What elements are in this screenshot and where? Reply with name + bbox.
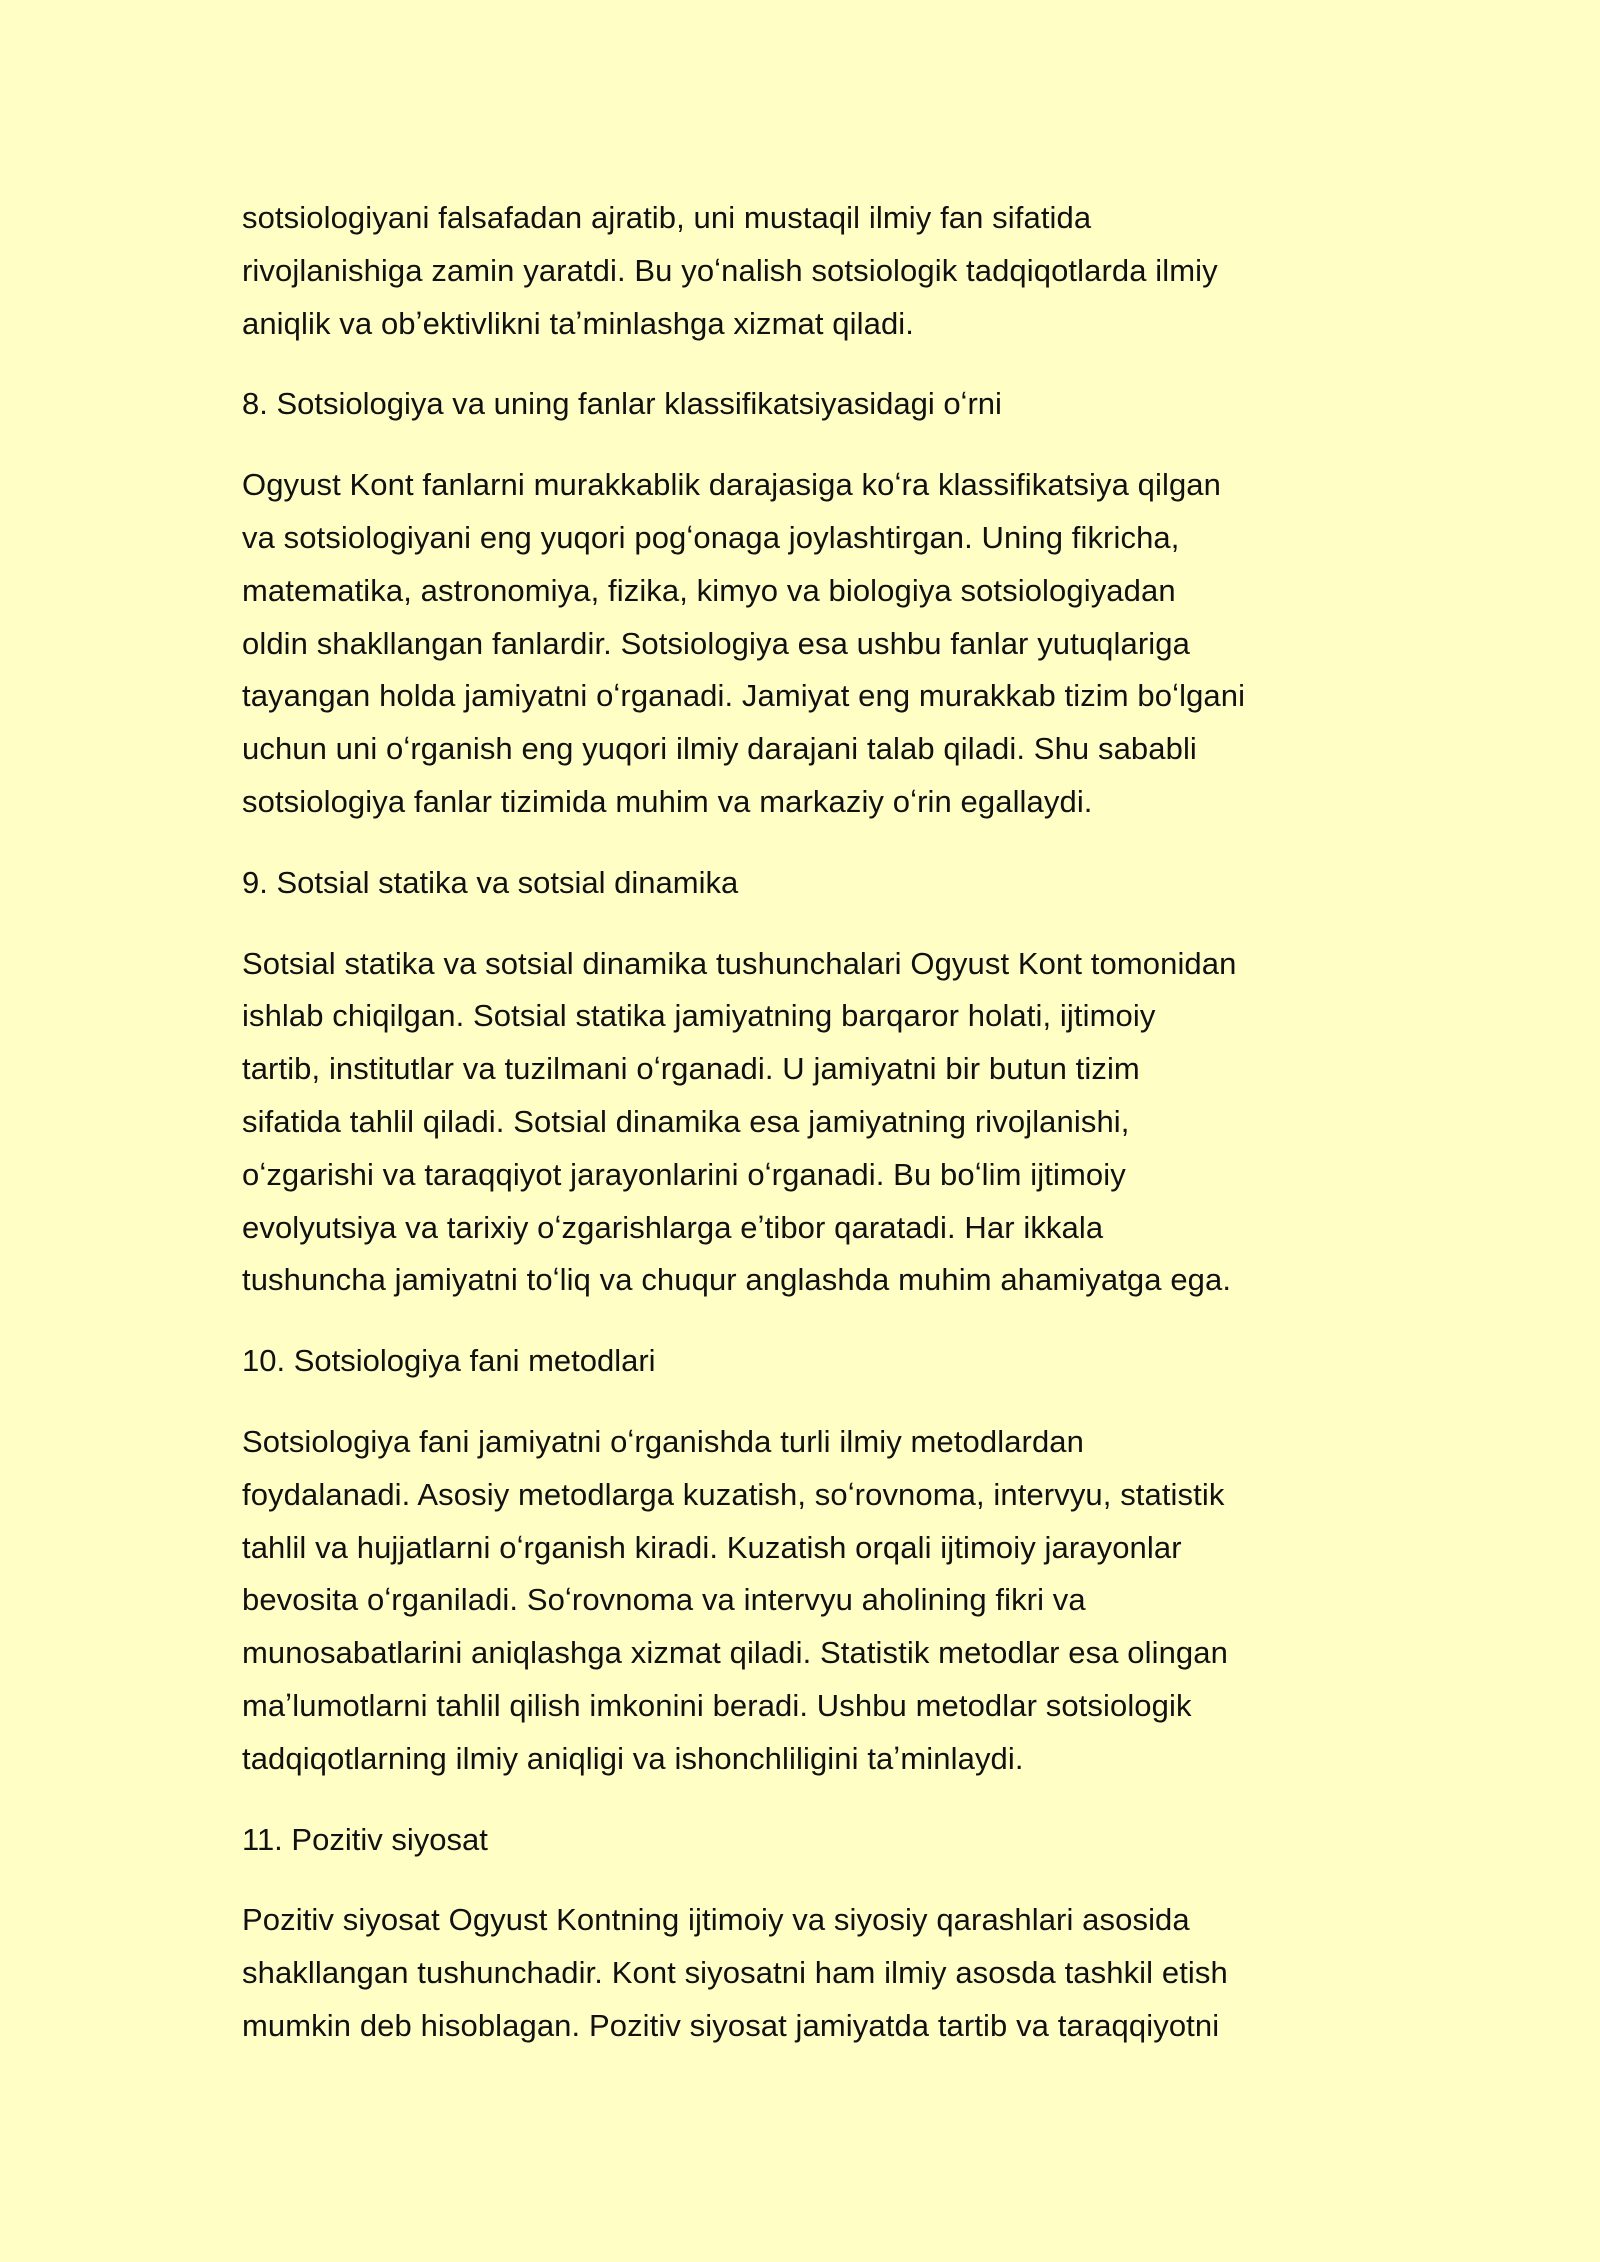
paragraph-line: Pozitiv siyosat Ogyust Kontning ijtimoiy va siyosiy qarashlari asosida	[242, 1902, 1190, 1938]
paragraph-line: rivojlanishiga zamin yaratdi. Bu yoʻnalish sotsiologik tadqiqotlarda ilmiy	[242, 252, 1218, 288]
paragraph-line: maʼlumotlarni tahlil qilish imkonini beradi. Ushbu metodlar sotsiologik	[242, 1687, 1192, 1723]
paragraph-line: bevosita oʻrganiladi. Soʻrovnoma va intervyu aholining fikri va	[242, 1582, 1086, 1618]
paragraph-line: Ogyust Kont fanlarni murakkablik darajasiga koʻra klassifikatsiya qilgan	[242, 467, 1221, 503]
paragraph-line: oldin shakllangan fanlardir. Sotsiologiya esa ushbu fanlar yutuqlariga	[242, 625, 1190, 661]
intro-paragraph	[242, 192, 1362, 350]
paragraph-line: matematika, astronomiya, fizika, kimyo va biologiya sotsiologiyadan	[242, 572, 1176, 608]
section-8-paragraph	[242, 459, 1362, 829]
paragraph-line: evolyutsiya va tarixiy oʻzgarishlarga eʼtibor qaratadi. Har ikkala	[242, 1209, 1104, 1245]
paragraph-line: ishlab chiqilgan. Sotsial statika jamiyatning barqaror holati, ijtimoiy	[242, 998, 1156, 1034]
paragraph-line: Sotsial statika va sotsial dinamika tushunchalari Ogyust Kont tomonidan	[242, 945, 1237, 981]
section-heading-10: 10. Sotsiologiya fani metodlari	[242, 1343, 656, 1379]
paragraph-line: aniqlik va obʼektivlikni taʼminlashga xizmat qiladi.	[242, 305, 915, 341]
paragraph-line: oʻzgarishi va taraqqiyot jarayonlarini oʻrganadi. Bu boʻlim ijtimoiy	[242, 1156, 1126, 1192]
paragraph-line: munosabatlarini aniqlashga xizmat qiladi. Statistik metodlar esa olingan	[242, 1635, 1228, 1671]
paragraph-line: tartib, institutlar va tuzilmani oʻrganadi. U jamiyatni bir butun tizim	[242, 1051, 1140, 1087]
section-11-paragraph	[242, 1894, 1362, 2052]
paragraph-line: tayangan holda jamiyatni oʻrganadi. Jamiyat eng murakkab tizim boʻlgani	[242, 678, 1246, 714]
paragraph-line: sotsiologiya fanlar tizimida muhim va markaziy oʻrin egallaydi.	[242, 783, 1093, 819]
paragraph-line: tadqiqotlarning ilmiy aniqligi va ishonchliligini taʼminlaydi.	[242, 1740, 1024, 1776]
paragraph-line: tahlil va hujjatlarni oʻrganish kiradi. Kuzatish orqali ijtimoiy jarayonlar	[242, 1529, 1182, 1565]
paragraph-line: tushuncha jamiyatni toʻliq va chuqur anglashda muhim ahamiyatga ega.	[242, 1262, 1232, 1298]
document-page	[242, 192, 1362, 2081]
paragraph-line: sotsiologiyani falsafadan ajratib, uni mustaqil ilmiy fan sifatida	[242, 200, 1092, 235]
paragraph-line: va sotsiologiyani eng yuqori pogʻonaga joylashtirgan. Uning fikricha,	[242, 519, 1180, 555]
paragraph-line: uchun uni oʻrganish eng yuqori ilmiy darajani talab qiladi. Shu sababli	[242, 731, 1197, 767]
section-heading-8: 8. Sotsiologiya va uning fanlar klassifikatsiyasidagi oʻrni	[242, 386, 1002, 422]
section-heading-9: 9. Sotsial statika va sotsial dinamika	[242, 864, 739, 900]
paragraph-line: shakllangan tushunchadir. Kont siyosatni ham ilmiy asosda tashkil etish	[242, 1955, 1228, 1991]
paragraph-line: sifatida tahlil qiladi. Sotsial dinamika esa jamiyatning rivojlanishi,	[242, 1103, 1130, 1139]
section-9-paragraph	[242, 938, 1362, 1308]
section-heading-11: 11. Pozitiv siyosat	[242, 1821, 488, 1857]
section-10-paragraph	[242, 1416, 1362, 1786]
paragraph-line: Sotsiologiya fani jamiyatni oʻrganishda turli ilmiy metodlardan	[242, 1423, 1084, 1459]
paragraph-line: mumkin deb hisoblagan. Pozitiv siyosat jamiyatda tartib va taraqqiyotni	[242, 2007, 1220, 2043]
paragraph-line: foydalanadi. Asosiy metodlarga kuzatish, soʻrovnoma, intervyu, statistik	[242, 1476, 1225, 1512]
